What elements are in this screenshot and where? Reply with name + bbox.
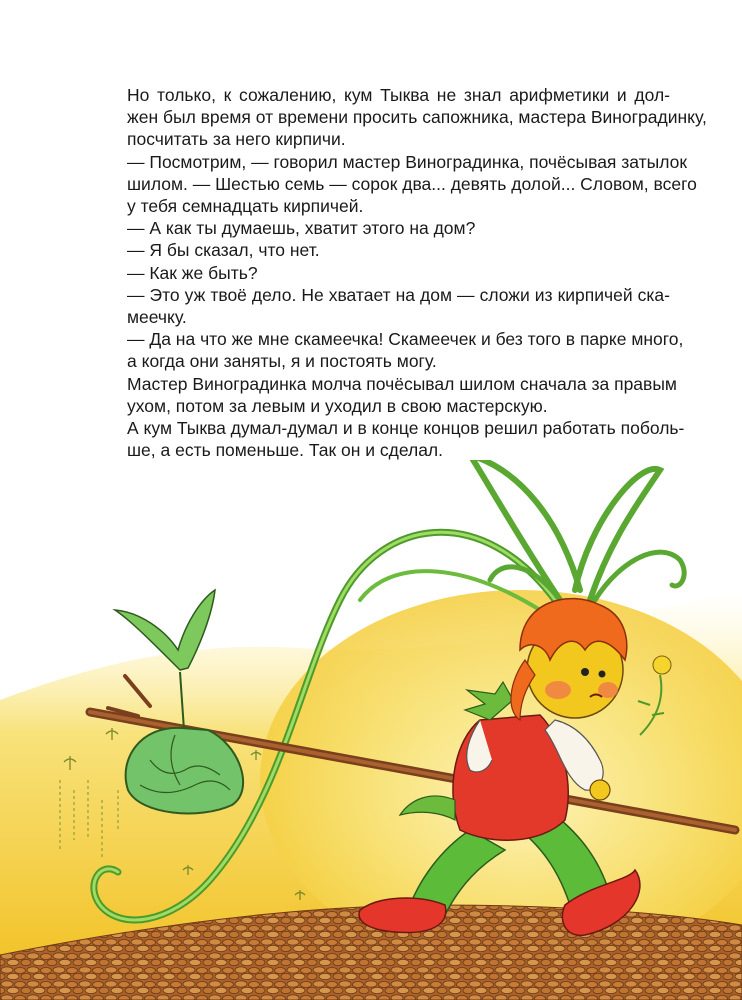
text-line: — А как ты думаешь, хватит этого на дом? [127,218,476,239]
story-text [97,84,707,461]
story-paragraph [97,84,707,151]
text-line: — Я бы сказал, что нет. [127,240,320,261]
text-line: меечку. [127,307,187,328]
text-line: посчитать за него кирпичи. [127,129,346,150]
story-paragraph [97,239,670,261]
story-paragraph [97,262,670,284]
text-line: а когда они заняты, я и постоять могу. [127,351,437,372]
text-line: ше, а есть поменьше. Так он и сделал. [127,440,443,461]
story-illustration [0,460,742,1000]
text-line: — Посмотрим, — говорил мастер Виноградинка, почёсывая затылок [127,151,688,172]
story-paragraph [97,328,684,372]
text-line: — Да на что же мне скамеечка! Скамеечек и без того в парке много, [127,329,684,350]
story-paragraph [97,151,697,218]
story-paragraph [97,373,677,417]
text-line: Мастер Виноградинка молча почёсывал шилом сначала за правым [127,373,677,394]
story-paragraph [97,284,670,328]
text-line: Но только, к сожалению, кум Тыква не знал арифметики и дол- [127,85,670,105]
text-line: шилом. — Шестью семь — сорок два... девять долой... Словом, всего [127,173,697,194]
text-line: ухом, потом за левым и уходил в свою мастерскую. [127,395,548,416]
story-paragraph [97,417,685,461]
text-line: жен был время от времени просить сапожника, мастера Виноградинку, [127,107,707,128]
text-line: у тебя семнадцать кирпичей. [127,196,364,217]
text-line: — Как же быть? [127,262,258,283]
story-paragraph [97,217,670,239]
text-line: — Это уж твоё дело. Не хватает на дом — сложи из кирпичей ска- [127,284,670,305]
text-line: А кум Тыква думал-думал и в конце концов решил работать поболь- [127,418,685,439]
